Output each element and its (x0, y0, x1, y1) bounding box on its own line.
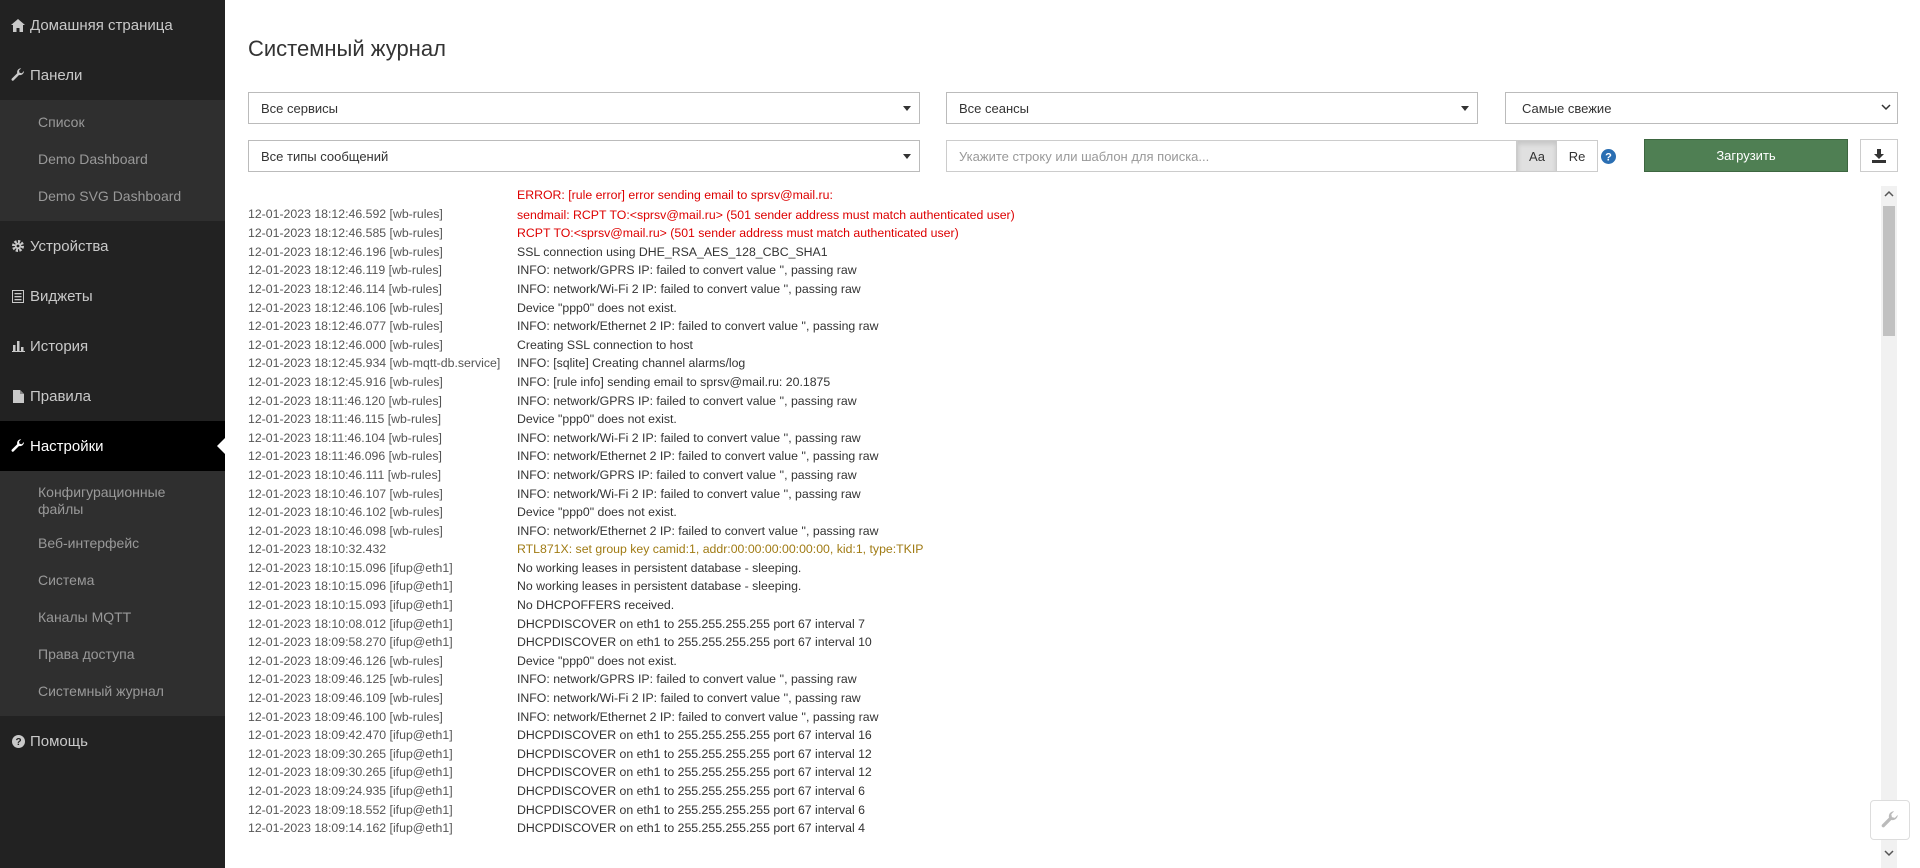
log-row (248, 243, 1881, 262)
log-timestamp: 12-01-2023 18:12:46.119 [wb-rules] (248, 263, 442, 278)
wrench-icon (10, 67, 26, 83)
nav-label: Устройства (30, 237, 109, 255)
log-timestamp: 12-01-2023 18:10:46.111 [wb-rules] (248, 467, 442, 482)
log-scrollbar[interactable] (1881, 186, 1897, 868)
log-message-line: DHCPDISCOVER on eth1 to 255.255.255.255 port 67 interval 10 (517, 635, 872, 650)
log-row (248, 485, 1881, 504)
gear-icon (10, 238, 26, 254)
service-filter-select[interactable] (248, 92, 920, 124)
log-timestamp: 12-01-2023 18:09:46.109 [wb-rules] (248, 691, 443, 706)
log-message-line: INFO: network/Wi-Fi 2 IP: failed to convert value '', passing raw (517, 691, 861, 706)
log-row (248, 726, 1881, 745)
log-message (517, 317, 1881, 336)
page-title: Системный журнал (248, 36, 446, 61)
log-message (517, 373, 1881, 392)
log-message (517, 763, 1881, 782)
log-row (248, 577, 1881, 596)
load-button[interactable]: Загрузить (1644, 139, 1848, 172)
log-row (248, 596, 1881, 615)
log-message (517, 280, 1881, 299)
log-row (248, 429, 1881, 448)
log-message-line: Device "ppp0" does not exist. (517, 412, 677, 427)
log-message (517, 392, 1881, 411)
log-row (248, 540, 1881, 559)
log-timestamp: 12-01-2023 18:11:46.096 [wb-rules] (248, 449, 442, 464)
log-timestamp: 12-01-2023 18:09:46.100 [wb-rules] (248, 709, 443, 724)
log-timestamp: 12-01-2023 18:10:46.098 [wb-rules] (248, 523, 443, 538)
log-message (517, 801, 1881, 820)
log-row (248, 466, 1881, 485)
log-row (248, 689, 1881, 708)
scroll-up-icon[interactable] (1884, 189, 1894, 199)
list-icon (10, 288, 26, 304)
log-row (248, 392, 1881, 411)
log-message (517, 485, 1881, 504)
log-message (517, 559, 1881, 578)
nav-label: Правила (30, 387, 91, 405)
log-message (517, 224, 1881, 243)
subnav-item-config-files[interactable]: Конфигурационные файлы (38, 484, 166, 517)
log-message (517, 522, 1881, 541)
log-row (248, 410, 1881, 429)
log-message-line: INFO: network/GPRS IP: failed to convert value '', passing raw (517, 672, 857, 687)
log-message-line: Device "ppp0" does not exist. (517, 505, 677, 520)
nav-rules[interactable] (0, 371, 225, 421)
log-message-line: INFO: [rule info] sending email to sprsv@mail.ru: 20.1875 (517, 374, 831, 389)
log-timestamp: 12-01-2023 18:10:15.093 [ifup@eth1] (248, 598, 453, 613)
log-message-line: INFO: network/Ethernet 2 IP: failed to convert value '', passing raw (517, 319, 879, 334)
select-value: Все типы сообщений (261, 148, 389, 164)
log-row (248, 708, 1881, 727)
log-row (248, 503, 1881, 522)
log-timestamp: 12-01-2023 18:12:45.916 [wb-rules] (248, 374, 443, 389)
log-message (517, 410, 1881, 429)
download-button[interactable] (1860, 139, 1898, 172)
log-message-line: INFO: network/GPRS IP: failed to convert value '', passing raw (517, 467, 857, 482)
log-row (248, 373, 1881, 392)
dev-tools-button[interactable] (1870, 800, 1910, 840)
log-timestamp: 12-01-2023 18:12:46.585 [wb-rules] (248, 226, 443, 241)
subnav-item-system-log[interactable]: Системный журнал (38, 683, 164, 699)
subnav-item-list[interactable]: Список (38, 114, 85, 130)
nav-label: Настройки (30, 437, 104, 455)
subnav-item-demo-svg-dashboard[interactable]: Demo SVG Dashboard (38, 188, 182, 204)
log-message-line: INFO: [sqlite] Creating channel alarms/log (517, 356, 746, 371)
case-sensitive-toggle[interactable]: Aa (1517, 140, 1557, 172)
log-row (248, 317, 1881, 336)
log-timestamp: 12-01-2023 18:10:32.432 (248, 542, 387, 557)
message-type-select[interactable] (248, 140, 920, 172)
log-list (248, 186, 1881, 868)
log-timestamp: 12-01-2023 18:09:30.265 [ifup@eth1] (248, 746, 453, 761)
log-row (248, 559, 1881, 578)
regex-toggle[interactable]: Re (1556, 140, 1598, 172)
log-message (517, 503, 1881, 522)
log-message-line: Device "ppp0" does not exist. (517, 653, 677, 668)
nav-devices[interactable] (0, 221, 225, 271)
log-row (248, 354, 1881, 373)
log-row (248, 763, 1881, 782)
nav-history[interactable] (0, 321, 225, 371)
log-row (248, 280, 1881, 299)
log-message (517, 466, 1881, 485)
svg-text:?: ? (14, 736, 22, 748)
log-row (248, 782, 1881, 801)
log-timestamp: 12-01-2023 18:09:46.126 [wb-rules] (248, 653, 443, 668)
nav-settings[interactable] (0, 421, 225, 471)
log-message-line: Device "ppp0" does not exist. (517, 300, 677, 315)
log-timestamp: 12-01-2023 18:10:08.012 [ifup@eth1] (248, 616, 453, 631)
log-row (248, 261, 1881, 280)
log-timestamp: 12-01-2023 18:10:46.102 [wb-rules] (248, 505, 443, 520)
log-row (248, 299, 1881, 318)
nav-widgets[interactable] (0, 271, 225, 321)
bar-chart-icon (10, 338, 26, 354)
subnav-item-mqtt-channels[interactable]: Каналы MQTT (38, 609, 132, 625)
log-message-line: DHCPDISCOVER on eth1 to 255.255.255.255 port 67 interval 7 (517, 616, 865, 631)
log-timestamp: 12-01-2023 18:12:46.196 [wb-rules] (248, 244, 443, 259)
nav-label: История (30, 337, 89, 355)
log-message (517, 336, 1881, 355)
file-icon (10, 388, 26, 404)
session-filter-select[interactable] (946, 92, 1478, 124)
log-row (248, 819, 1881, 838)
wrench-icon (10, 438, 26, 454)
log-row (248, 522, 1881, 541)
question-circle-icon (10, 733, 26, 749)
log-timestamp: 12-01-2023 18:12:45.934 [wb-mqtt-db.service] (248, 356, 501, 371)
log-timestamp: 12-01-2023 18:09:24.935 [ifup@eth1] (248, 784, 453, 798)
caret-down-icon (903, 106, 911, 111)
subnav-item-demo-dashboard[interactable]: Demo Dashboard (38, 151, 148, 167)
log-message (517, 299, 1881, 318)
nav-label: Панели (30, 66, 83, 84)
log-timestamp: 12-01-2023 18:09:14.162 [ifup@eth1] (248, 821, 453, 836)
log-message-line: DHCPDISCOVER on eth1 to 255.255.255.255 port 67 interval 6 (517, 802, 865, 817)
log-timestamp: 12-01-2023 18:10:15.096 [ifup@eth1] (248, 560, 453, 575)
log-message-line: No working leases in persistent database - sleeping. (517, 560, 802, 575)
log-message (517, 745, 1881, 764)
order-select[interactable] (1505, 92, 1898, 124)
log-message-line: No DHCPOFFERS received. (517, 598, 675, 613)
log-message (517, 670, 1881, 689)
log-message (517, 186, 1881, 224)
chevron-down-icon (1881, 102, 1891, 112)
log-message-line: sendmail: RCPT TO:<sprsv@mail.ru> (501 sender address must match authenticated user) (517, 207, 1015, 222)
log-row (248, 336, 1881, 355)
subnav-item-web-ui[interactable]: Веб-интерфейс (38, 535, 140, 551)
main-content (225, 0, 1920, 868)
log-message (517, 782, 1881, 801)
log-message (517, 577, 1881, 596)
log-message-line: DHCPDISCOVER on eth1 to 255.255.255.255 port 67 interval 12 (517, 765, 872, 780)
log-message-line: DHCPDISCOVER on eth1 to 255.255.255.255 port 67 interval 12 (517, 746, 872, 761)
scroll-down-icon[interactable] (1884, 848, 1894, 858)
log-message-line: SSL connection using DHE_RSA_AES_128_CBC_SHA1 (517, 244, 828, 259)
log-message-line: Creating SSL connection to host (517, 337, 693, 352)
log-timestamp: 12-01-2023 18:11:46.115 [wb-rules] (248, 412, 442, 427)
log-message-line: INFO: network/Wi-Fi 2 IP: failed to convert value '', passing raw (517, 281, 861, 296)
log-timestamp: 12-01-2023 18:09:30.265 [ifup@eth1] (248, 765, 453, 780)
log-message (517, 447, 1881, 466)
settings-subnav (0, 471, 225, 716)
log-message (517, 540, 1881, 559)
log-message (517, 689, 1881, 708)
caret-down-icon (903, 154, 911, 159)
log-message-line: INFO: network/GPRS IP: failed to convert value '', passing raw (517, 263, 857, 278)
caret-down-icon (1461, 106, 1469, 111)
log-message-line: INFO: network/Ethernet 2 IP: failed to convert value '', passing raw (517, 709, 879, 724)
log-message (517, 261, 1881, 280)
log-timestamp: 12-01-2023 18:12:46.592 [wb-rules] (248, 206, 443, 221)
log-row (248, 615, 1881, 634)
log-timestamp: 12-01-2023 18:12:46.106 [wb-rules] (248, 300, 443, 315)
wrench-icon (1881, 811, 1899, 829)
svg-text:?: ? (1605, 151, 1612, 164)
log-message-line: No working leases in persistent database - sleeping. (517, 579, 802, 594)
log-timestamp: 12-01-2023 18:11:46.104 [wb-rules] (248, 430, 442, 445)
log-message (517, 429, 1881, 448)
log-timestamp: 12-01-2023 18:09:18.552 [ifup@eth1] (248, 802, 453, 817)
search-input[interactable] (946, 140, 1517, 172)
nav-panels[interactable] (0, 50, 225, 100)
select-value: Самые свежие (1522, 100, 1612, 116)
home-icon (10, 17, 26, 33)
log-timestamp: 12-01-2023 18:10:15.096 [ifup@eth1] (248, 579, 453, 594)
log-message (517, 354, 1881, 373)
log-message-line: DHCPDISCOVER on eth1 to 255.255.255.255 port 67 interval 4 (517, 821, 865, 836)
nav-home[interactable] (0, 0, 225, 50)
subnav-item-access-rights[interactable]: Права доступа (38, 646, 135, 662)
log-row (248, 186, 1881, 224)
log-message-line: INFO: network/Wi-Fi 2 IP: failed to convert value '', passing raw (517, 486, 861, 501)
log-timestamp: 12-01-2023 18:09:42.470 [ifup@eth1] (248, 728, 453, 743)
log-message-line: DHCPDISCOVER on eth1 to 255.255.255.255 port 67 interval 16 (517, 728, 872, 743)
log-row (248, 745, 1881, 764)
log-message-line: DHCPDISCOVER on eth1 to 255.255.255.255 port 67 interval 6 (517, 784, 865, 798)
log-row (248, 224, 1881, 243)
log-message (517, 726, 1881, 745)
log-message (517, 819, 1881, 838)
nav-label: Помощь (30, 732, 88, 750)
log-message (517, 708, 1881, 727)
log-row (248, 801, 1881, 820)
help-icon[interactable] (1601, 149, 1616, 164)
nav-help[interactable] (0, 716, 225, 766)
log-timestamp: 12-01-2023 18:09:58.270 [ifup@eth1] (248, 635, 453, 650)
log-timestamp: 12-01-2023 18:11:46.120 [wb-rules] (248, 393, 442, 408)
log-row (248, 670, 1881, 689)
log-row (248, 447, 1881, 466)
log-message (517, 243, 1881, 262)
active-caret-icon (217, 438, 225, 454)
select-value: Все сервисы (261, 100, 338, 116)
log-message (517, 633, 1881, 652)
log-timestamp: 12-01-2023 18:09:46.125 [wb-rules] (248, 672, 443, 687)
nav-label: Виджеты (30, 287, 93, 305)
log-message-line: ERROR: [rule error] error sending email to sprsv@mail.ru: (517, 188, 833, 202)
log-timestamp: 12-01-2023 18:10:46.107 [wb-rules] (248, 486, 443, 501)
log-message (517, 615, 1881, 634)
log-message-line: INFO: network/Wi-Fi 2 IP: failed to convert value '', passing raw (517, 430, 861, 445)
log-timestamp: 12-01-2023 18:12:46.077 [wb-rules] (248, 319, 443, 334)
log-timestamp: 12-01-2023 18:12:46.000 [wb-rules] (248, 337, 443, 352)
log-timestamp: 12-01-2023 18:12:46.114 [wb-rules] (248, 281, 442, 296)
nav-label: Домашняя страница (30, 16, 173, 34)
select-value: Все сеансы (959, 100, 1029, 116)
download-icon (1872, 149, 1886, 163)
log-message (517, 596, 1881, 615)
sidebar (0, 0, 225, 868)
log-message-line: INFO: network/GPRS IP: failed to convert value '', passing raw (517, 393, 857, 408)
log-message-line: RTL871X: set group key camid:1, addr:00:00:00:00:00:00, kid:1, type:TKIP (517, 542, 924, 557)
log-message (517, 652, 1881, 671)
log-message-line: RCPT TO:<sprsv@mail.ru> (501 sender address must match authenticated user) (517, 226, 959, 241)
subnav-item-system[interactable]: Система (38, 572, 95, 588)
panels-subnav (0, 100, 225, 221)
log-row (248, 652, 1881, 671)
log-row (248, 633, 1881, 652)
log-message-line: INFO: network/Ethernet 2 IP: failed to convert value '', passing raw (517, 523, 879, 538)
scroll-thumb[interactable] (1883, 206, 1895, 336)
log-message-line: INFO: network/Ethernet 2 IP: failed to convert value '', passing raw (517, 449, 879, 464)
